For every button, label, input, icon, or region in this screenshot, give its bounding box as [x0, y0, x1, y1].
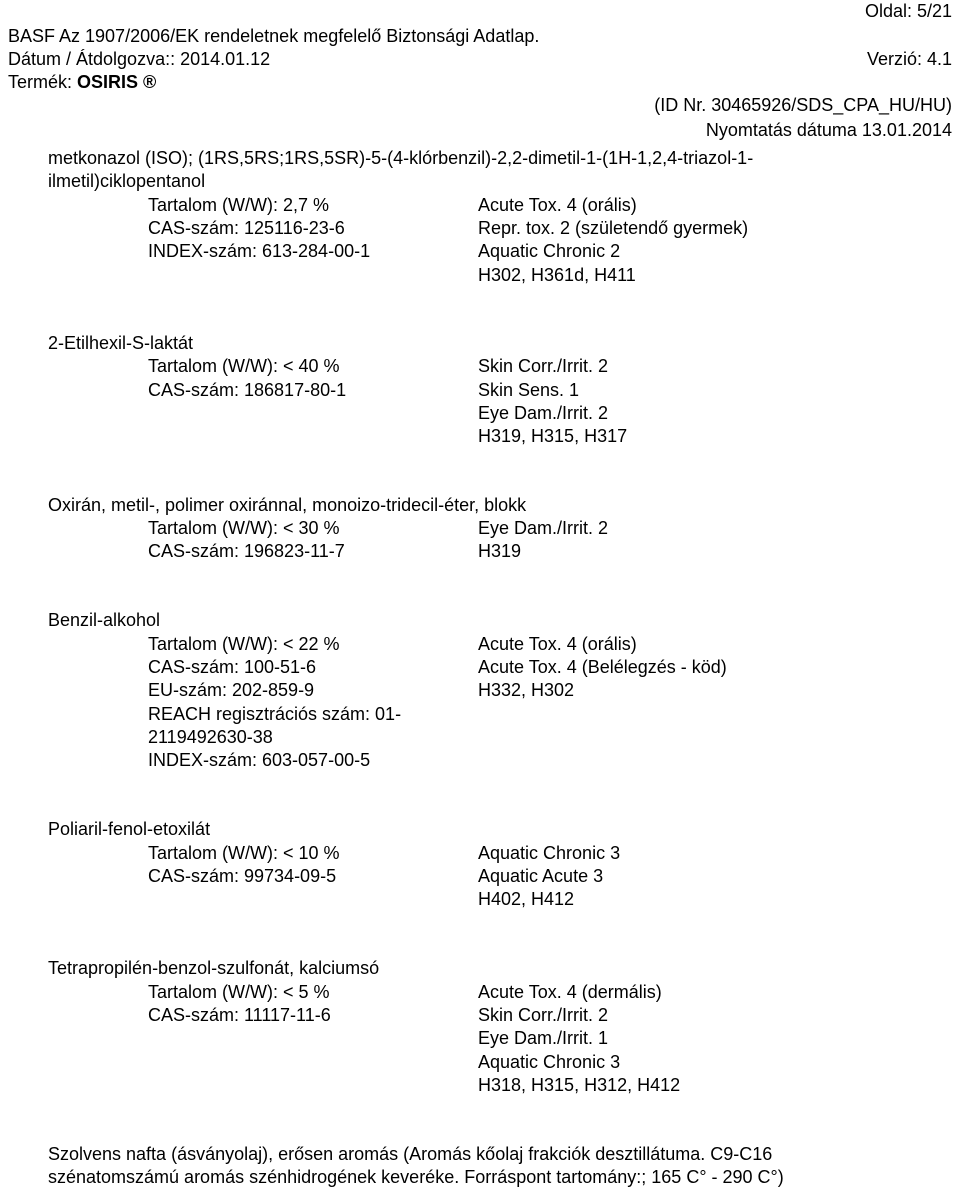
reach-number: REACH regisztrációs szám: 01-	[148, 704, 402, 724]
substance-name-cont: szénatomszámú aromás szénhidrogének keveréke. Forráspont tartomány:; 165 C° - 290 C°)	[48, 1167, 784, 1187]
classification: Aquatic Chronic 3	[478, 1052, 621, 1072]
substance-name: Oxirán, metil-, polimer oxiránnal, monoizo-tridecil-éter, blokk	[48, 495, 527, 515]
content-value: Tartalom (W/W): < 5 %	[148, 982, 330, 1002]
registered-mark: ®	[143, 72, 157, 92]
content-value: Tartalom (W/W): 2,7 %	[148, 195, 330, 215]
eu-number: EU-szám: 202-859-9	[148, 680, 315, 700]
classification: Eye Dam./Irrit. 2	[478, 518, 609, 538]
classification: Skin Corr./Irrit. 2	[478, 356, 609, 376]
cas-number: CAS-szám: 186817-80-1	[148, 380, 347, 400]
version: Verzió: 4.1	[866, 49, 952, 69]
reach-number-cont: 2119492630-38	[148, 727, 273, 747]
revision-date: Dátum / Átdolgozva:: 2014.01.12	[8, 49, 271, 69]
hazard-statements: H332, H302	[478, 680, 575, 700]
page-number: Oldal: 5/21	[864, 1, 952, 21]
hazard-statements: H319	[478, 541, 522, 561]
classification: Aquatic Chronic 2	[478, 241, 621, 261]
classification: Acute Tox. 4 (orális)	[478, 634, 637, 654]
substance-name: Poliaril-fenol-etoxilát	[48, 819, 211, 839]
classification: Acute Tox. 4 (dermális)	[478, 982, 662, 1002]
product-label: Termék:	[8, 72, 78, 92]
index-number: INDEX-szám: 603-057-00-5	[148, 750, 371, 770]
classification: Skin Sens. 1	[478, 380, 580, 400]
classification: Aquatic Acute 3	[478, 866, 604, 886]
substance-name: Tetrapropilén-benzol-szulfonát, kalciumsó	[48, 958, 380, 978]
product-line	[8, 71, 156, 93]
index-number: INDEX-szám: 613-284-00-1	[148, 241, 371, 261]
cas-number: CAS-szám: 125116-23-6	[148, 218, 345, 238]
classification: Acute Tox. 4 (Belélegzés - köd)	[478, 657, 727, 677]
substance-name: 2-Etilhexil-S-laktát	[48, 333, 194, 353]
substance-name: Szolvens nafta (ásványolaj), erősen aromás (Aromás kőolaj frakciók desztillátuma. C9-C16	[48, 1144, 773, 1164]
content-value: Tartalom (W/W): < 10 %	[148, 843, 340, 863]
hazard-statements: H319, H315, H317	[478, 426, 628, 446]
substance-name: metkonazol (ISO); (1RS,5RS;1RS,5SR)-5-(4-klórbenzil)-2,2-dimetil-1-(1H-1,2,4-triazol-1-	[48, 148, 754, 168]
cas-number: CAS-szám: 196823-11-7	[148, 541, 345, 561]
classification: Repr. tox. 2 (születendő gyermek)	[478, 218, 749, 238]
cas-number: CAS-szám: 99734-09-5	[148, 866, 337, 886]
classification: Acute Tox. 4 (orális)	[478, 195, 637, 215]
substance-name: Benzil-alkohol	[48, 610, 161, 630]
cas-number: CAS-szám: 11117-11-6	[148, 1005, 331, 1025]
product-name: OSIRIS	[77, 72, 139, 92]
classification: Eye Dam./Irrit. 1	[478, 1028, 609, 1048]
hazard-statements: H318, H315, H312, H412	[478, 1075, 681, 1095]
content-value: Tartalom (W/W): < 22 %	[148, 634, 340, 654]
substance-name-cont: ilmetil)ciklopentanol	[48, 171, 206, 191]
hazard-statements: H302, H361d, H411	[478, 265, 636, 285]
classification: Skin Corr./Irrit. 2	[478, 1005, 609, 1025]
print-date: Nyomtatás dátuma 13.01.2014	[705, 120, 952, 140]
document-id: (ID Nr. 30465926/SDS_CPA_HU/HU)	[654, 95, 952, 115]
content-value: Tartalom (W/W): < 40 %	[148, 356, 340, 376]
cas-number: CAS-szám: 100-51-6	[148, 657, 317, 677]
classification: Eye Dam./Irrit. 2	[478, 403, 609, 423]
content-value: Tartalom (W/W): < 30 %	[148, 518, 340, 538]
classification: Aquatic Chronic 3	[478, 843, 621, 863]
hazard-statements: H402, H412	[478, 889, 575, 909]
document-title: BASF Az 1907/2006/EK rendeletnek megfelelő Biztonsági Adatlap.	[8, 26, 540, 46]
